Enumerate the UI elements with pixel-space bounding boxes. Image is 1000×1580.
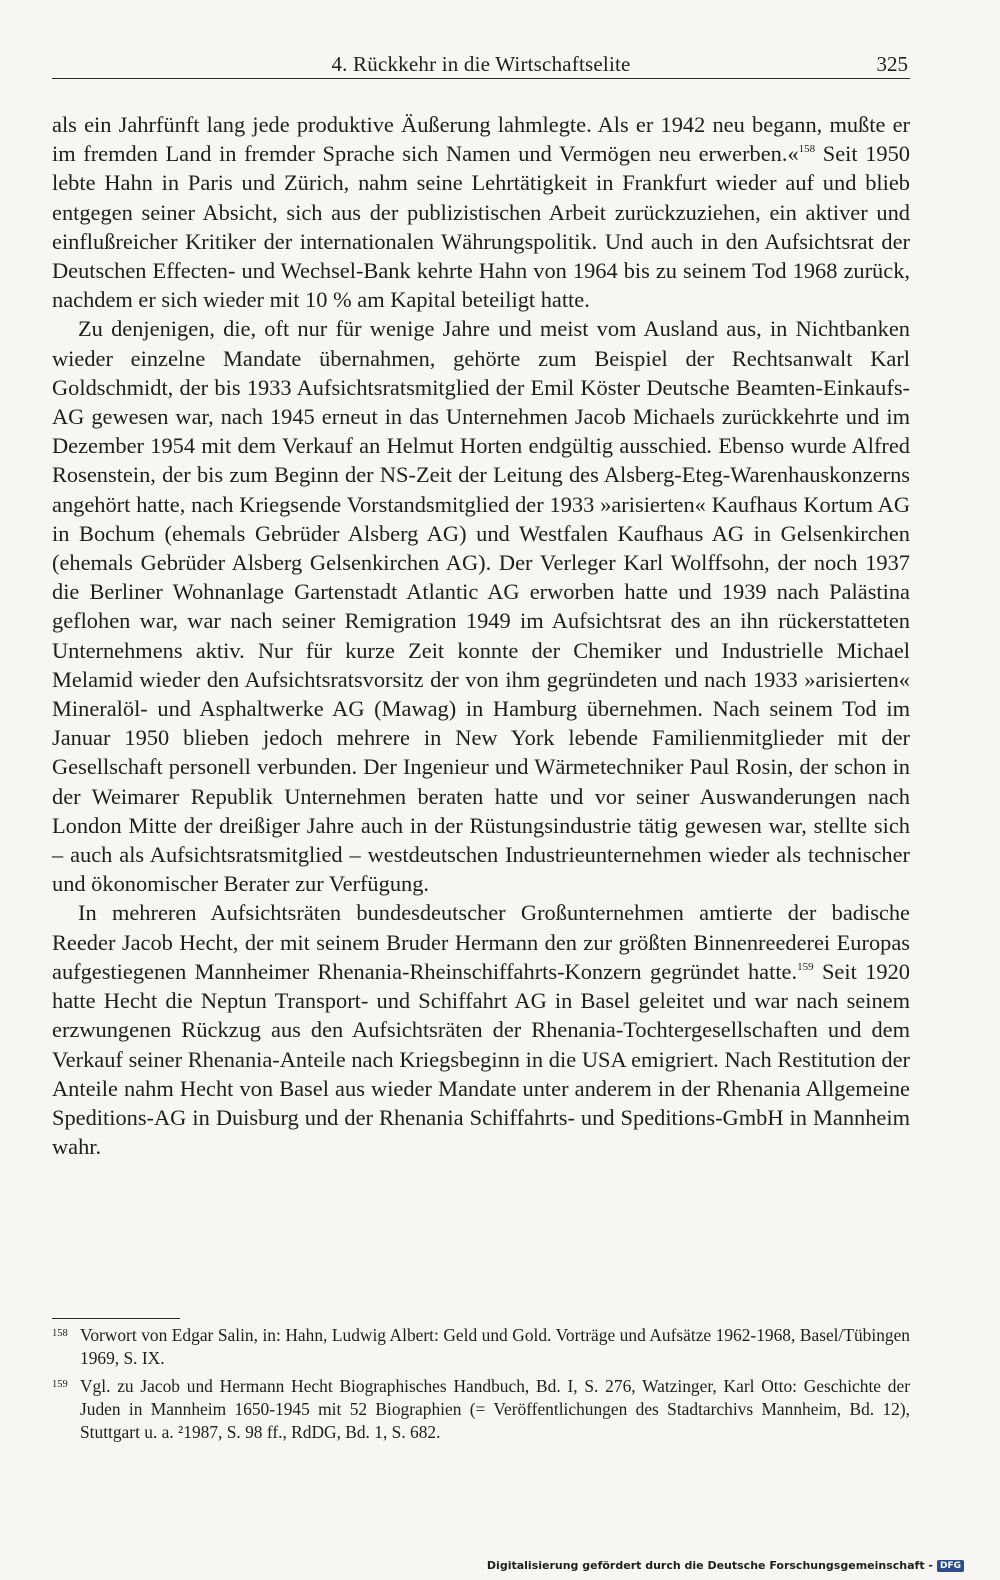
paragraph-3	[52, 898, 910, 1161]
footnote-text: Vgl. zu Jacob und Hermann Hecht Biographisches Handbuch, Bd. I, S. 276, Watzinger, Karl Otto: Geschichte der Juden in Mannheim 1650-1945 mit 52 Biographien (= Veröffentlichungen des Stadtarchivs Mannheim, Bd. 12), Stuttgart u. a. ²1987, S. 98 ff., RdDG, Bd. 1, S. 682.	[80, 1376, 910, 1442]
footnotes	[52, 1324, 910, 1449]
footnote-number: 158	[52, 1328, 68, 1339]
paragraph-3-text-b: Seit 1920 hatte Hecht die Neptun Transport- und Schiffahrt AG in Basel geleitet und war nach seinem erzwungenen Rückzug aus den Aufsichtsräten der Rhenania-Tochtergesellschaften und dem Verkauf seiner Rhenania-Anteile nach Kriegsbeginn in die USA emigriert. Nach Restitution der Anteile nahm Hecht von Basel aus wieder Mandate unter anderem in der Rhenania Allgemeine Speditions-AG in Duisburg und der Rhenania Schiffahrts- und Speditions-GmbH in Mannheim wahr.	[52, 958, 910, 1160]
page-number: 325	[876, 52, 908, 76]
footnote-separator	[52, 1318, 180, 1319]
running-head: 4. Rückkehr in die Wirtschaftselite	[331, 52, 631, 76]
footnote-159	[52, 1375, 910, 1444]
digitization-credit	[487, 1559, 964, 1572]
paragraph-3-text-a: In mehreren Aufsichtsräten bundesdeutscher Großunternehmen amtierte der badische Reeder Jacob Hecht, der mit seinem Bruder Hermann den zur größten Binnenreederei Europas aufgestiegenen Mannheimer Rhenania-Rheinschiffahrts-Konzern gegründet hatte.	[52, 900, 910, 984]
footnote-ref-158[interactable]: 158	[798, 143, 816, 156]
dfg-logo: DFG	[937, 1560, 964, 1572]
footnote-ref-159[interactable]: 159	[797, 960, 814, 973]
footnote-number: 159	[52, 1379, 68, 1390]
footnote-text: Vorwort von Edgar Salin, in: Hahn, Ludwig Albert: Geld und Gold. Vorträge und Aufsätze 1962-1968, Basel/Tübingen 1969, S. IX.	[80, 1325, 910, 1368]
paragraph-1-text-a: als ein Jahrfünft lang jede produktive Äußerung lahmlegte. Als er 1942 neu begann, mußte er im fremden Land in fremder Sprache sich Namen und Vermögen neu erwerben.«	[52, 112, 910, 167]
body-text	[52, 110, 910, 1161]
page-header	[52, 48, 910, 79]
credit-text: Digitalisierung gefördert durch die Deutsche Forschungsgemeinschaft -	[486, 1559, 933, 1572]
footnote-158	[52, 1324, 910, 1370]
paragraph-1-text-b: Seit 1950 lebte Hahn in Paris und Zürich, nahm seine Lehrtätigkeit in Frankfurt wieder auf und blieb entgegen seiner Absicht, sich aus der publizistischen Arbeit zurückzuziehen, ein aktiver und einflußreicher Kritiker der internationalen Währungspolitik. Und auch in den Aufsichtsrat der Deutschen Effecten- und Wechsel-Bank kehrte Hahn von 1964 bis zu seinem Tod 1968 zurück, nachdem er sich wieder mit 10 % am Kapital beteiligt hatte.	[52, 141, 910, 313]
paragraph-2: Zu denjenigen, die, oft nur für wenige Jahre und meist vom Ausland aus, in Nichtbanken wieder einzelne Mandate übernahmen, gehörte zum Beispiel der Rechtsanwalt Karl Goldschmidt, der bis 1933 Aufsichtsratsmitglied der Emil Köster Deutsche Beamten-Einkaufs-AG gewesen war, nach 1945 erneut in das Unternehmen Jacob Michaels zurückkehrte und im Dezember 1954 mit dem Verkauf an Helmut Horten endgültig ausschied. Ebenso wurde Alfred Rosenstein, der bis zum Beginn der NS-Zeit der Leitung des Alsberg-Eteg-Warenhauskonzerns angehört hatte, nach Kriegsende Vorstandsmitglied der 1933 »arisierten« Kaufhaus Kortum AG in Bochum (ehemals Gebrüder Alsberg AG) und Westfalen Kaufhaus AG in Gelsenkirchen (ehemals Gebrüder Alsberg Gelsenkirchen AG). Der Verleger Karl Wolffsohn, der noch 1937 die Berliner Wohnanlage Gartenstadt Atlantic AG erworben hatte und 1939 nach Palästina geflohen war, war nach seiner Remigration 1949 im Aufsichtsrat des an ihn rückerstatteten Unternehmens aktiv. Nur für kurze Zeit konnte der Chemiker und Industrielle Michael Melamid wieder den Aufsichtsratsvorsitz der von ihm gegründeten und nach 1933 »arisierten« Mineralöl- und Asphaltwerke AG (Mawag) in Hamburg übernehmen. Nach seinem Tod im Januar 1950 blieben jedoch mehrere in New York lebende Familienmitglieder mit der Gesellschaft personell verbunden. Der Ingenieur und Wärmetechniker Paul Rosin, der schon in der Weimarer Republik Unternehmen beraten hatte und vor seiner Auswanderungen nach London Mitte der dreißiger Jahre auch in der Rüstungsindustrie tätig gewesen war, stellte sich – auch als Aufsichtsratsmitglied – westdeutschen Industrieunternehmen wieder als technischer und ökonomischer Berater zur Verfügung.	[52, 316, 910, 897]
paragraph-1	[52, 110, 910, 314]
